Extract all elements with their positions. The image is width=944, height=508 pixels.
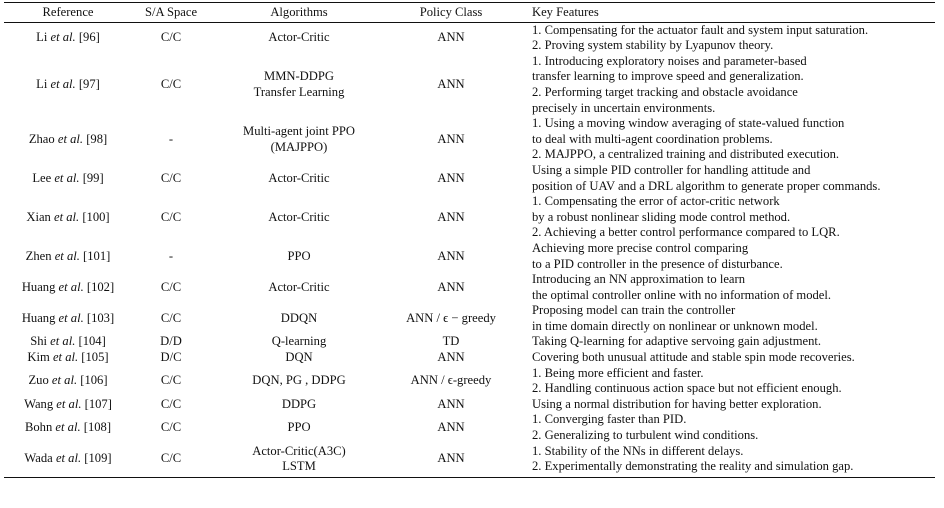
cell-key-features [514,366,935,397]
reference-author: Li [36,77,48,92]
feature-line: 1. Stability of the NNs in different delays. [532,443,744,458]
cell-reference [4,116,132,163]
reference-etal: et al. [51,373,78,388]
cell-key-features [514,54,935,116]
algorithm-line: Transfer Learning [253,84,345,99]
cell-policy-class: ANN / ϵ − greedy [406,311,496,326]
reference-etal: et al. [50,30,76,45]
table-body [4,22,935,477]
cell-algorithms [210,194,388,241]
cell-algorithms [210,163,388,194]
reference-author: Huang [21,279,56,294]
algorithm-line: DDQN [280,311,318,326]
algorithm-line: LSTM [282,459,316,474]
cell-reference [4,163,132,194]
feature-line: Introducing an NN approximation to learn [532,272,745,287]
cell-reference [4,303,132,334]
cell-sa-space: - [168,131,174,146]
cell-sa-space: C/C [160,420,182,435]
header-reference: Reference [4,3,132,23]
cell-key-features [514,303,935,334]
header-key-features: Key Features [514,3,935,23]
reference-citation: [98] [86,131,108,146]
algorithm-line: (MAJPPO) [270,139,328,154]
reference-author: Zuo [28,373,49,388]
feature-line: to a PID controller in the presence of disturbance. [532,256,783,271]
cell-sa-space: C/C [132,444,210,478]
cell-key-features [514,412,935,443]
reference-etal: et al. [58,279,84,294]
reference-author: Li [36,30,48,45]
cell-key-features [514,22,935,54]
cell-policy-class: ANN [437,77,465,92]
table-row [4,397,935,413]
cell-key-features [514,272,935,303]
feature-line: position of UAV and a DRL algorithm to generate proper commands. [532,178,881,193]
reference-etal: et al. [58,311,84,326]
algorithm-line: Actor-Critic(A3C) [252,443,346,458]
reference-etal: et al. [56,396,82,411]
cell-algorithms [210,397,388,413]
reference-etal: et al. [55,420,81,435]
cell-policy-class: ANN / ϵ-greedy [410,373,492,388]
header-sa-space: S/A Space [132,3,210,23]
cell-algorithms [210,116,388,163]
feature-line: 1. Converging faster than PID. [532,412,687,427]
reference-etal: et al. [57,131,84,146]
cell-key-features [514,163,935,194]
comparison-table [4,2,935,478]
table-row [4,334,935,350]
reference-author: Bohn [24,420,53,435]
table-row [4,366,935,397]
table-row [4,116,935,163]
cell-sa-space: C/C [160,77,182,92]
cell-sa-space: C/C [160,279,182,294]
reference-etal: et al. [52,350,79,365]
reference-author: Kim [27,350,50,365]
algorithm-line: DQN [285,350,313,365]
reference-citation: [99] [82,170,104,185]
cell-sa-space: D/C [160,350,182,365]
feature-line: Achieving more precise control comparing [532,240,749,255]
cell-sa-space: C/C [160,311,182,326]
cell-algorithms [210,303,388,334]
feature-line: 2. Proving system stability by Lyapunov theory. [532,38,774,53]
reference-citation: [100] [82,209,110,224]
feature-line: Covering both unusual attitude and stable spin mode recoveries. [532,350,855,365]
feature-line: the optimal controller online with no information of model. [532,287,832,302]
reference-etal: et al. [54,170,80,185]
cell-policy-class: ANN [437,248,465,263]
cell-key-features [514,241,935,272]
cell-key-features [514,116,935,163]
table-row [4,350,935,366]
cell-sa-space: C/C [160,209,182,224]
reference-citation: [96] [78,30,100,45]
cell-sa-space: - [168,248,174,263]
reference-etal: et al. [50,334,76,349]
algorithm-line: Multi-agent joint PPO [243,123,355,138]
reference-etal: et al. [55,451,82,466]
cell-algorithms [210,22,388,54]
feature-line: Using a normal distribution for having better exploration. [532,396,822,411]
algorithm-line: Q-learning [271,334,327,349]
reference-author: Zhen [25,248,52,263]
table-row [4,272,935,303]
feature-line: 1. Being more efficient and faster. [532,365,704,380]
cell-key-features [514,334,935,350]
cell-reference [4,241,132,272]
reference-author: Huang [21,311,56,326]
cell-reference [4,54,132,116]
reference-citation: [103] [86,311,115,326]
cell-sa-space: C/C [160,373,182,388]
feature-line: 2. Performing target tracking and obstacle avoidance [532,84,798,99]
table-row [4,54,935,116]
cell-reference [4,272,132,303]
table-row [4,444,935,478]
table-header-row [4,3,935,23]
cell-policy-class: ANN [437,209,465,224]
algorithm-line: PPO [287,248,311,263]
cell-policy-class: ANN [437,350,465,365]
reference-citation: [106] [80,373,108,388]
reference-citation: [101] [83,248,111,263]
cell-algorithms [210,54,388,116]
cell-reference [4,444,132,478]
table-row [4,241,935,272]
feature-line: Proposing model can train the controller [532,303,736,318]
reference-citation: [105] [81,350,109,365]
algorithm-line: PPO [287,420,311,435]
cell-sa-space: D/D [160,334,182,349]
cell-algorithms [210,334,388,350]
algorithm-line: Actor-Critic [268,30,330,45]
reference-etal: et al. [54,209,80,224]
cell-algorithms [210,272,388,303]
cell-policy-class: TD [442,334,460,349]
reference-author: Wada [24,451,53,466]
algorithm-line: Actor-Critic [268,279,330,294]
cell-policy-class: ANN [437,420,465,435]
reference-author: Wang [24,396,54,411]
feature-line: 1. Introducing exploratory noises and parameter-based [532,53,807,68]
algorithm-line: Actor-Critic [268,209,330,224]
algorithm-line: MMN-DDPG [264,69,334,84]
header-algorithms: Algorithms [210,3,388,23]
feature-line: Taking Q-learning for adaptive servoing gain adjustment. [532,334,822,349]
cell-reference [4,194,132,241]
feature-line: 1. Compensating for the actuator fault and system input saturation. [532,22,869,37]
cell-reference [4,350,132,366]
cell-key-features [514,444,935,478]
feature-line: 1. Compensating the error of actor-critic network [532,194,780,209]
reference-author: Zhao [28,131,55,146]
cell-policy-class: ANN [388,444,514,478]
cell-policy-class: ANN [437,396,465,411]
cell-algorithms [210,366,388,397]
feature-line: Using a simple PID controller for handling attitude and [532,162,811,177]
cell-policy-class: ANN [437,279,465,294]
cell-sa-space: C/C [160,170,182,185]
reference-citation: [109] [84,451,112,466]
algorithm-line: DDPG [281,396,317,411]
cell-key-features [514,194,935,241]
algorithm-line: DQN, PG , DDPG [252,373,346,388]
reference-author: Lee [32,170,52,185]
reference-citation: [102] [86,279,115,294]
table-row [4,412,935,443]
reference-etal: et al. [54,248,80,263]
feature-line: 2. Achieving a better control performance compared to LQR. [532,225,840,240]
reference-citation: [97] [78,77,100,92]
reference-citation: [108] [83,420,112,435]
reference-citation: [104] [78,334,106,349]
feature-line: 2. Generalizing to turbulent wind conditions. [532,428,759,443]
algorithm-line: Actor-Critic [268,170,330,185]
cell-algorithms [210,412,388,443]
cell-policy-class: ANN [437,131,465,146]
cell-reference [4,397,132,413]
reference-etal: et al. [50,77,76,92]
feature-line: 2. Experimentally demonstrating the reality and simulation gap. [532,459,854,474]
table-row [4,194,935,241]
cell-algorithms [210,241,388,272]
header-policy-class: Policy Class [388,3,514,23]
feature-line: by a robust nonlinear sliding mode control method. [532,209,791,224]
feature-line: 1. Using a moving window averaging of state-valued function [532,116,845,131]
cell-reference [4,22,132,54]
reference-author: Shi [30,334,48,349]
feature-line: 2. Handling continuous action space but not efficient enough. [532,381,842,396]
cell-reference [4,366,132,397]
cell-algorithms [210,350,388,366]
feature-line: in time domain directly on nonlinear or unknown model. [532,318,818,333]
cell-algorithms [210,444,388,478]
cell-sa-space: C/C [160,30,182,45]
cell-reference [4,412,132,443]
reference-author: Xian [26,209,51,224]
reference-citation: [107] [84,396,112,411]
feature-line: precisely in uncertain environments. [532,100,716,115]
cell-sa-space: C/C [160,396,182,411]
feature-line: to deal with multi-agent coordination problems. [532,131,773,146]
cell-policy-class: ANN [437,30,465,45]
cell-policy-class: ANN [437,170,465,185]
table-row [4,22,935,54]
feature-line: transfer learning to improve speed and generalization. [532,69,804,84]
table-row [4,303,935,334]
cell-key-features [514,350,935,366]
feature-line: 2. MAJPPO, a centralized training and distributed execution. [532,147,840,162]
cell-reference [4,334,132,350]
cell-key-features [514,397,935,413]
table-row [4,163,935,194]
